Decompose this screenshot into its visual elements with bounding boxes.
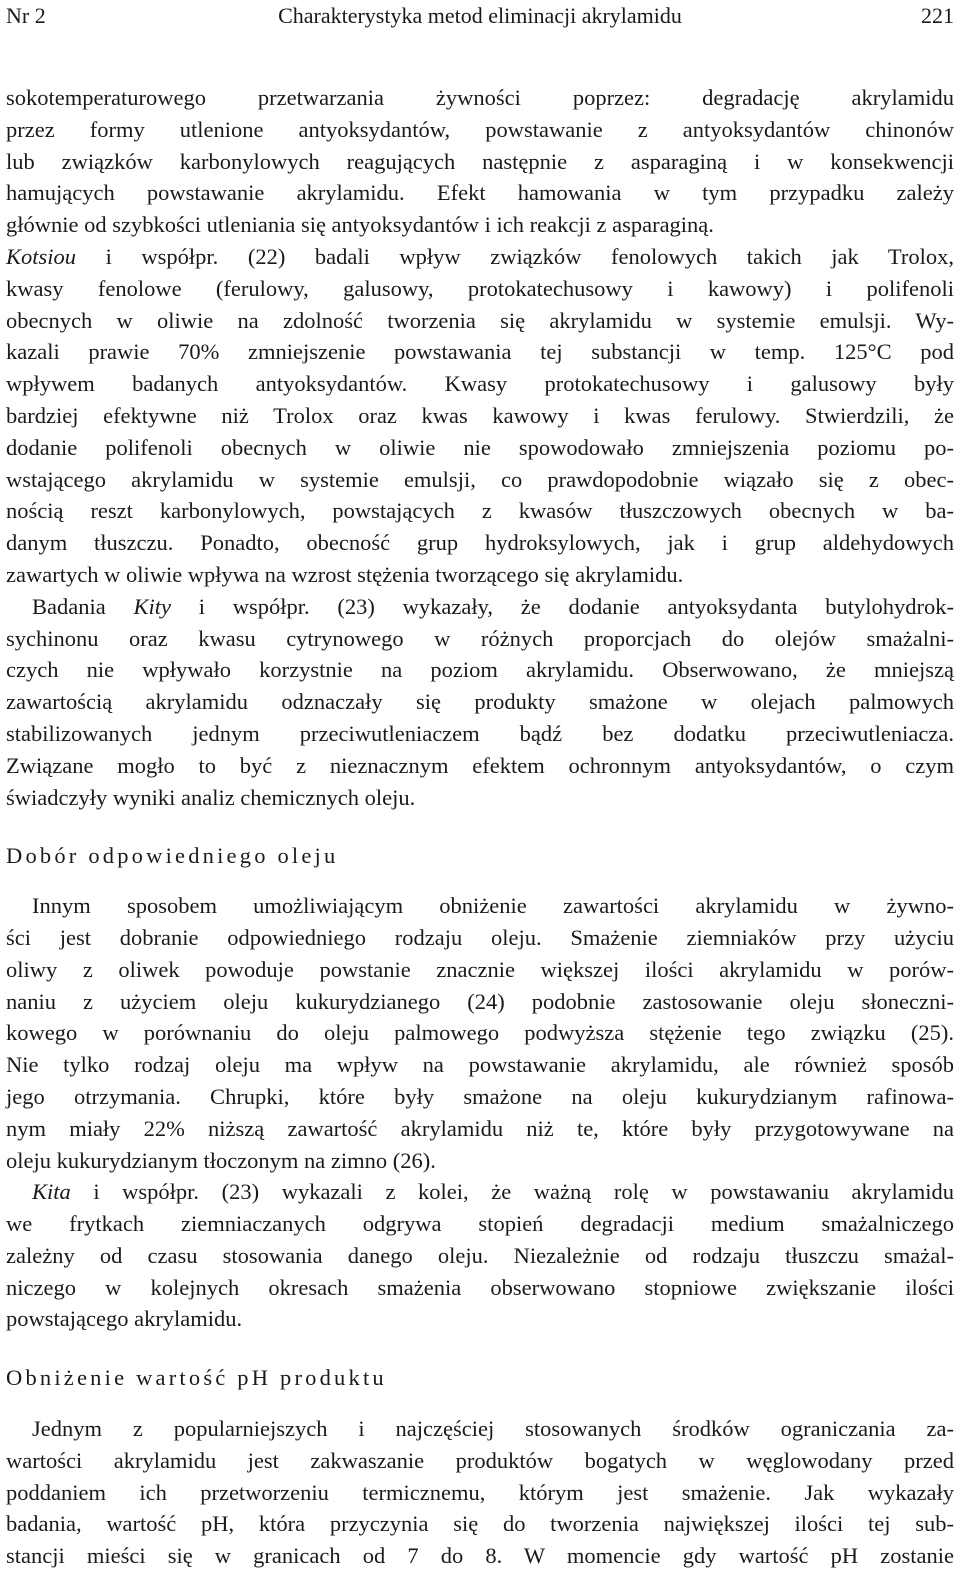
text-line: kowego w porównaniu do oleju palmowego podwyższa stężenie tego związku (25).	[6, 1020, 954, 1046]
author-name: Kita	[32, 1179, 71, 1205]
text-line: ści jest dobranie odpowiedniego rodzaju oleju. Smażenie ziemniaków przy użyciu	[6, 924, 954, 950]
text-line: Innym sposobem umożliwiającym obniżenie zawartości akrylamidu w żywno-	[32, 893, 954, 919]
text-line: dodanie polifenoli obecnych w oliwie nie spowodowało zmniejszenia poziomu po-	[6, 434, 954, 460]
text-line: stancji mieści się w granicach od 7 do 8. W momencie gdy wartość pH zostanie	[6, 1543, 954, 1569]
text-line: zawartych w oliwie wpływa na wzrost stężenia tworzącego się akrylamidu.	[6, 561, 684, 587]
text-fragment: i współpr. (23) wykazały, że dodanie antyoksydanta butylohydrok-	[170, 593, 954, 619]
page-number: 221	[921, 3, 954, 28]
text-line: wstającego akrylamidu w systemie emulsji, co prawdopodobnie wiązało się z obec-	[6, 466, 954, 492]
text-fragment: i współpr. (23) wykazali z kolei, że ważną rolę w powstawaniu akrylamidu	[70, 1179, 954, 1205]
text-line: sokotemperaturowego przetwarzania żywności poprzez: degradację akrylamidu	[6, 85, 954, 110]
running-title: Charakterystyka metod eliminacji akrylamidu	[278, 3, 682, 28]
paragraph-1	[6, 82, 954, 241]
text-line: we frytkach ziemniaczanych odgrywa stopień degradacji medium smażalniczego	[6, 1211, 954, 1237]
text-line: oleju kukurydzianym tłoczonym na zimno (26).	[6, 1147, 436, 1173]
text-line: danym tłuszczu. Ponadto, obecność grup hydroksylowych, jak i grup aldehydowych	[6, 530, 954, 556]
text-line: jego otrzymania. Chrupki, które były smażone na oleju kukurydzianym rafinowa-	[6, 1083, 954, 1109]
section-heading: Dobór odpowiedniego oleju	[6, 843, 339, 869]
text-line: zawartością akrylamidu odznaczały się produkty smażone w olejach palmowych	[6, 689, 954, 715]
text-line: kwasy fenolowe (ferulowy, galusowy, protokatechusowy i kawowy) i polifenoli	[6, 275, 954, 301]
running-header	[6, 0, 954, 32]
text-line: przez formy utlenione antyoksydantów, powstawanie z antyoksydantów chinonów	[6, 116, 954, 142]
text-line: Nie tylko rodzaj oleju ma wpływ na powstawanie akrylamidu, ale również sposób	[6, 1052, 954, 1078]
text-line: hamujących powstawanie akrylamidu. Efekt hamowania w tym przypadku zależy	[6, 180, 954, 206]
text-line: czych nie wpływało korzystnie na poziom akrylamidu. Obserwowano, że mniejszą	[6, 657, 954, 683]
author-name: Kotsiou	[6, 243, 77, 269]
text-line: sychinonu oraz kwasu cytrynowego w różnych proporcjach do olejów smażalni-	[6, 625, 954, 651]
section-1-paragraph-2	[6, 1176, 954, 1335]
text-line: obecnych w oliwie na zdolność tworzenia się akrylamidu w systemie emulsji. Wy-	[6, 307, 954, 333]
text-line: oliwy z oliwek powoduje powstanie znacznie większej ilości akrylamidu w porów-	[6, 956, 954, 982]
text-line: zależny od czasu stosowania danego oleju. Niezależnie od rodzaju tłuszczu smażal-	[6, 1242, 954, 1268]
section-heading: Obniżenie wartość pH produktu	[6, 1365, 387, 1391]
issue-number: Nr 2	[6, 3, 46, 28]
text-fragment: i współpr. (22) badali wpływ związków fenolowych takich jak Trolox,	[76, 243, 954, 269]
text-line: kazali prawie 70% zmniejszenie powstawania tej substancji w temp. 125°C pod	[6, 339, 954, 365]
text-line: nością reszt karbonylowych, powstających z kwasów tłuszczowych obecnych w ba-	[6, 498, 954, 524]
text-line	[6, 591, 954, 623]
text-line: powstającego akrylamidu.	[6, 1306, 243, 1332]
text-line: lub związków karbonylowych reagujących następnie z asparaginą i w konsekwencji	[6, 148, 954, 174]
text-line: świadczyły wyniki analiz chemicznych oleju.	[6, 784, 416, 810]
author-name: Kity	[133, 593, 171, 619]
section-1-paragraph-1	[6, 890, 954, 1176]
text-line: poddaniem ich przetworzeniu termicznemu, którym jest smażenie. Jak wykazały	[6, 1479, 954, 1505]
text-line: głównie od szybkości utleniania się antyoksydantów i ich reakcji z asparaginą.	[6, 212, 714, 238]
section-2-paragraph-1	[6, 1413, 954, 1572]
paragraph-3	[6, 591, 954, 814]
text-line: nym miały 22% niższą zawartość akrylamidu niż te, które były przygotowywane na	[6, 1115, 954, 1141]
text-line: Związane mogło to być z nieznacznym efektem ochronnym antyoksydantów, o czym	[6, 752, 954, 778]
text-line: bardziej efektywne niż Trolox oraz kwas kawowy i kwas ferulowy. Stwierdzili, że	[6, 402, 954, 428]
text-line: stabilizowanych jednym przeciwutleniaczem bądź bez dodatku przeciwutleniacza.	[6, 720, 954, 746]
text-line: niczego w kolejnych okresach smażenia obserwowano stopniowe zwiększanie ilości	[6, 1274, 954, 1300]
paragraph-2	[6, 241, 954, 591]
text-fragment: Badania	[32, 593, 134, 619]
text-line	[6, 241, 954, 273]
text-line: naniu z użyciem oleju kukurydzianego (24) podobnie zastosowanie oleju słonecznі-	[6, 988, 954, 1014]
text-line	[6, 1176, 954, 1208]
text-line: Jednym z popularniejszych i najczęściej stosowanych środków ograniczania za-	[32, 1416, 954, 1442]
text-line: wpływem badanych antyoksydantów. Kwasy protokatechusowy i galusowy były	[6, 371, 954, 397]
article-body	[6, 82, 954, 1572]
text-line: wartości akrylamidu jest zakwaszanie produktów bogatych w węglowodany przed	[6, 1447, 954, 1473]
text-line: badania, wartość pH, która przyczynia się do tworzenia największej ilości tej sub-	[6, 1511, 954, 1537]
